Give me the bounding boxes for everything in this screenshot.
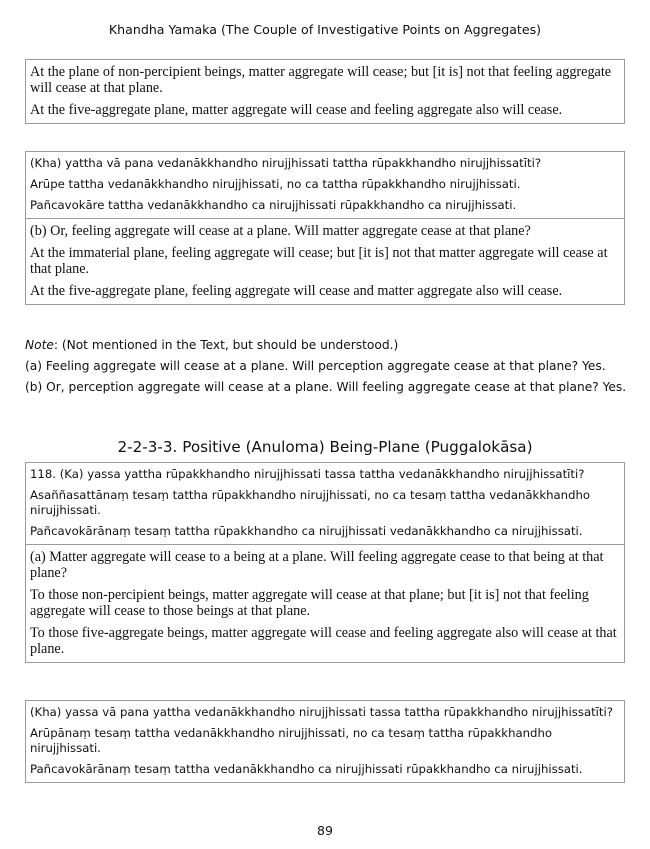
pali-line: Pañcavokārānaṃ tesaṃ tattha rūpakkhandho ca nirujjhissati vedanākkhandho ca nirujjhissati.	[30, 524, 583, 538]
pali-line: (Kha) yassa vā pana yattha vedanākkhandho nirujjhissati tassa tattha rūpakkhandho nirujjhissatīti?	[30, 705, 613, 719]
note-heading	[25, 338, 635, 353]
pali-cell	[26, 463, 624, 544]
pali-line: (Kha) yattha vā pana vedanākkhandho nirujjhissati tattha rūpakkhandho nirujjhissatīti?	[30, 156, 542, 170]
pali-line: Arūpe tattha vedanākkhandho nirujjhissati, no ca tattha rūpakkhandho nirujjhissati.	[30, 177, 521, 191]
pali-cell	[26, 701, 624, 782]
english-line: (b) Or, feeling aggregate will cease at a plane. Will matter aggregate cease at that plane?	[30, 223, 531, 239]
pali-cell	[26, 152, 624, 218]
translation-box-continued	[25, 59, 625, 124]
english-line: (a) Matter aggregate will cease to a being at a plane. Will feeling aggregate cease to that being at that plane?	[30, 549, 604, 581]
pali-line: 118. (Ka) yassa yattha rūpakkhandho nirujjhissati tassa tattha vedanākkhandho nirujjhissatīti?	[30, 467, 585, 481]
note-text: : (Not mentioned in the Text, but should be understood.)	[53, 338, 399, 352]
ka-question-box	[25, 462, 625, 663]
pali-line: Asaññasattānaṃ tesaṃ tattha rūpakkhandho nirujjhissati, no ca tesaṃ tattha vedanākkhandho nirujjhissati.	[30, 488, 591, 517]
running-header: Khandha Yamaka (The Couple of Investigative Points on Aggregates)	[108, 22, 542, 37]
kha-question-box-2	[25, 700, 625, 783]
english-line: At the plane of non-percipient beings, matter aggregate will cease; but [it is] not that feeling aggregate will cease at that plane.	[30, 64, 612, 96]
english-cell	[26, 60, 624, 123]
pali-line: Arūpānaṃ tesaṃ tattha vedanākkhandho nirujjhissati, no ca tesaṃ tattha rūpakkhandho nirujjhissati.	[30, 726, 553, 755]
english-line: To those non-percipient beings, matter aggregate will cease at that plane; but [it is] not that feeling aggregate will cease to those beings at that plane.	[30, 587, 589, 619]
page-number: 89	[317, 823, 333, 838]
kha-question-box	[25, 151, 625, 305]
pali-line: Pañcavokārānaṃ tesaṃ tattha vedanākkhandho ca nirujjhissati rūpakkhandho ca nirujjhissati.	[30, 762, 583, 776]
note-block	[25, 338, 635, 401]
note-line: (a) Feeling aggregate will cease at a plane. Will perception aggregate cease at that plane? Yes.	[25, 359, 606, 373]
pali-line: Pañcavokāre tattha vedanākkhandho ca nirujjhissati rūpakkhandho ca nirujjhissati.	[30, 198, 517, 212]
note-line: (b) Or, perception aggregate will cease at a plane. Will feeling aggregate cease at that plane? Yes.	[25, 380, 627, 394]
note-label: Note	[25, 338, 54, 352]
english-line: At the immaterial plane, feeling aggregate will cease; but [it is] not that matter aggregate will cease at that plane.	[30, 245, 608, 277]
english-line: At the five-aggregate plane, matter aggregate will cease and feeling aggregate also will cease.	[30, 102, 563, 118]
section-title: 2-2-3-3. Positive (Anuloma) Being-Plane (Puggalokāsa)	[117, 438, 533, 456]
english-cell	[26, 544, 624, 662]
english-line: At the five-aggregate plane, feeling aggregate will cease and matter aggregate also will cease.	[30, 283, 563, 299]
english-line: To those five-aggregate beings, matter aggregate will cease and feeling aggregate also will cease at that plane.	[30, 625, 617, 657]
english-cell	[26, 218, 624, 304]
